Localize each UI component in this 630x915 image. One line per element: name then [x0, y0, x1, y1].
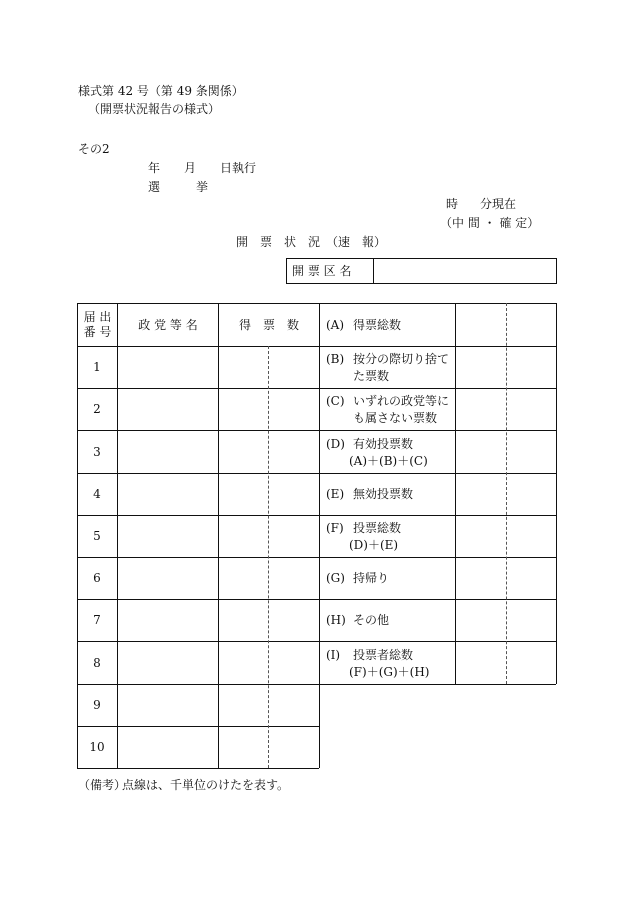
row-number: 2	[93, 402, 101, 417]
votes-cell[interactable]	[222, 561, 315, 595]
summary-value-cell[interactable]	[459, 645, 552, 679]
form-title: 様式第 42 号（第 49 条関係）	[78, 84, 244, 98]
party-name-cell[interactable]	[121, 519, 214, 553]
row-number: 4	[93, 486, 101, 501]
summary-value-cell[interactable]	[459, 561, 552, 595]
footnote-label: （備考）	[78, 778, 127, 792]
row-number: 9	[93, 697, 101, 712]
party-name-cell[interactable]	[121, 688, 214, 722]
party-name-cell[interactable]	[121, 561, 214, 595]
party-name-cell[interactable]	[121, 603, 214, 637]
votes-cell[interactable]	[222, 477, 315, 511]
summary-label: 按分の際切り捨て	[353, 352, 450, 367]
col-party-header: 政 党 等 名	[138, 318, 198, 332]
party-name-cell[interactable]	[121, 434, 214, 468]
summary-label-cont: も属さない票数	[353, 411, 438, 426]
votes-cell[interactable]	[222, 350, 315, 384]
col-no-line2: 番 号	[83, 325, 112, 339]
summary-code: (G)	[326, 571, 345, 586]
summary-formula: (A)＋(B)＋(C)	[349, 453, 428, 468]
col-no-line1: 届 出	[83, 310, 112, 324]
summary-label: 持帰り	[353, 571, 390, 586]
election-sen: 選	[148, 180, 161, 194]
part-label: その2	[78, 142, 110, 156]
year-label: 年	[148, 161, 161, 175]
votes-cell[interactable]	[222, 434, 315, 468]
summary-label: いずれの政党等に	[353, 394, 450, 409]
party-name-cell[interactable]	[121, 350, 214, 384]
party-name-cell[interactable]	[121, 477, 214, 511]
summary-label: その他	[353, 613, 390, 628]
summary-value-cell[interactable]	[459, 307, 552, 342]
summary-code: (A)	[326, 317, 345, 332]
votes-cell[interactable]	[222, 392, 315, 426]
summary-formula: (F)＋(G)＋(H)	[349, 664, 430, 679]
party-name-cell[interactable]	[121, 730, 214, 764]
election-kyo: 挙	[196, 180, 209, 194]
votes-cell[interactable]	[222, 519, 315, 553]
summary-value-cell[interactable]	[459, 519, 552, 553]
summary-value-cell[interactable]	[459, 477, 552, 511]
summary-code: (I)	[326, 647, 341, 662]
row-number: 7	[93, 613, 101, 628]
row-number: 5	[93, 528, 101, 543]
summary-value-cell[interactable]	[459, 350, 552, 384]
party-name-cell[interactable]	[121, 392, 214, 426]
day-exec-label: 日執行	[220, 161, 257, 175]
summary-code: (F)	[326, 520, 344, 535]
row-number: 10	[89, 739, 105, 754]
summary-formula: (D)＋(E)	[349, 537, 399, 552]
row-number: 3	[93, 444, 101, 459]
summary-label: 得票総数	[353, 317, 402, 332]
party-name-cell[interactable]	[121, 645, 214, 679]
summary-code: (C)	[326, 394, 345, 409]
status-label: （中 間 ・ 確 定）	[440, 216, 540, 230]
summary-label: 投票総数	[353, 520, 402, 535]
summary-code: (D)	[326, 436, 345, 451]
month-label: 月	[184, 161, 197, 175]
time-minute-label: 分現在	[480, 197, 517, 211]
votes-cell[interactable]	[222, 645, 315, 679]
summary-label-cont: た票数	[353, 369, 390, 384]
form-subtitle: （開票状況報告の様式）	[88, 102, 221, 116]
summary-value-cell[interactable]	[459, 434, 552, 468]
summary-label: 有効投票数	[353, 436, 414, 451]
row-number: 6	[93, 571, 101, 586]
main-title: 開 票 状 況 （速 報）	[236, 235, 387, 249]
summary-label: 無効投票数	[353, 486, 414, 501]
row-number: 8	[93, 655, 101, 670]
footnote-text: 点線は、千単位のけたを表す。	[122, 778, 290, 792]
votes-cell[interactable]	[222, 688, 315, 722]
summary-code: (E)	[326, 486, 345, 501]
summary-label: 投票者総数	[353, 647, 414, 662]
row-number: 1	[93, 360, 101, 375]
time-hour-label: 時	[446, 197, 459, 211]
summary-code: (B)	[326, 352, 345, 367]
summary-value-cell[interactable]	[459, 603, 552, 637]
votes-cell[interactable]	[222, 603, 315, 637]
votes-cell[interactable]	[222, 730, 315, 764]
district-label: 開 票 区 名	[292, 264, 352, 278]
summary-value-cell[interactable]	[459, 392, 552, 426]
col-votes-header: 得 票 数	[238, 318, 299, 332]
summary-code: (H)	[326, 613, 346, 628]
